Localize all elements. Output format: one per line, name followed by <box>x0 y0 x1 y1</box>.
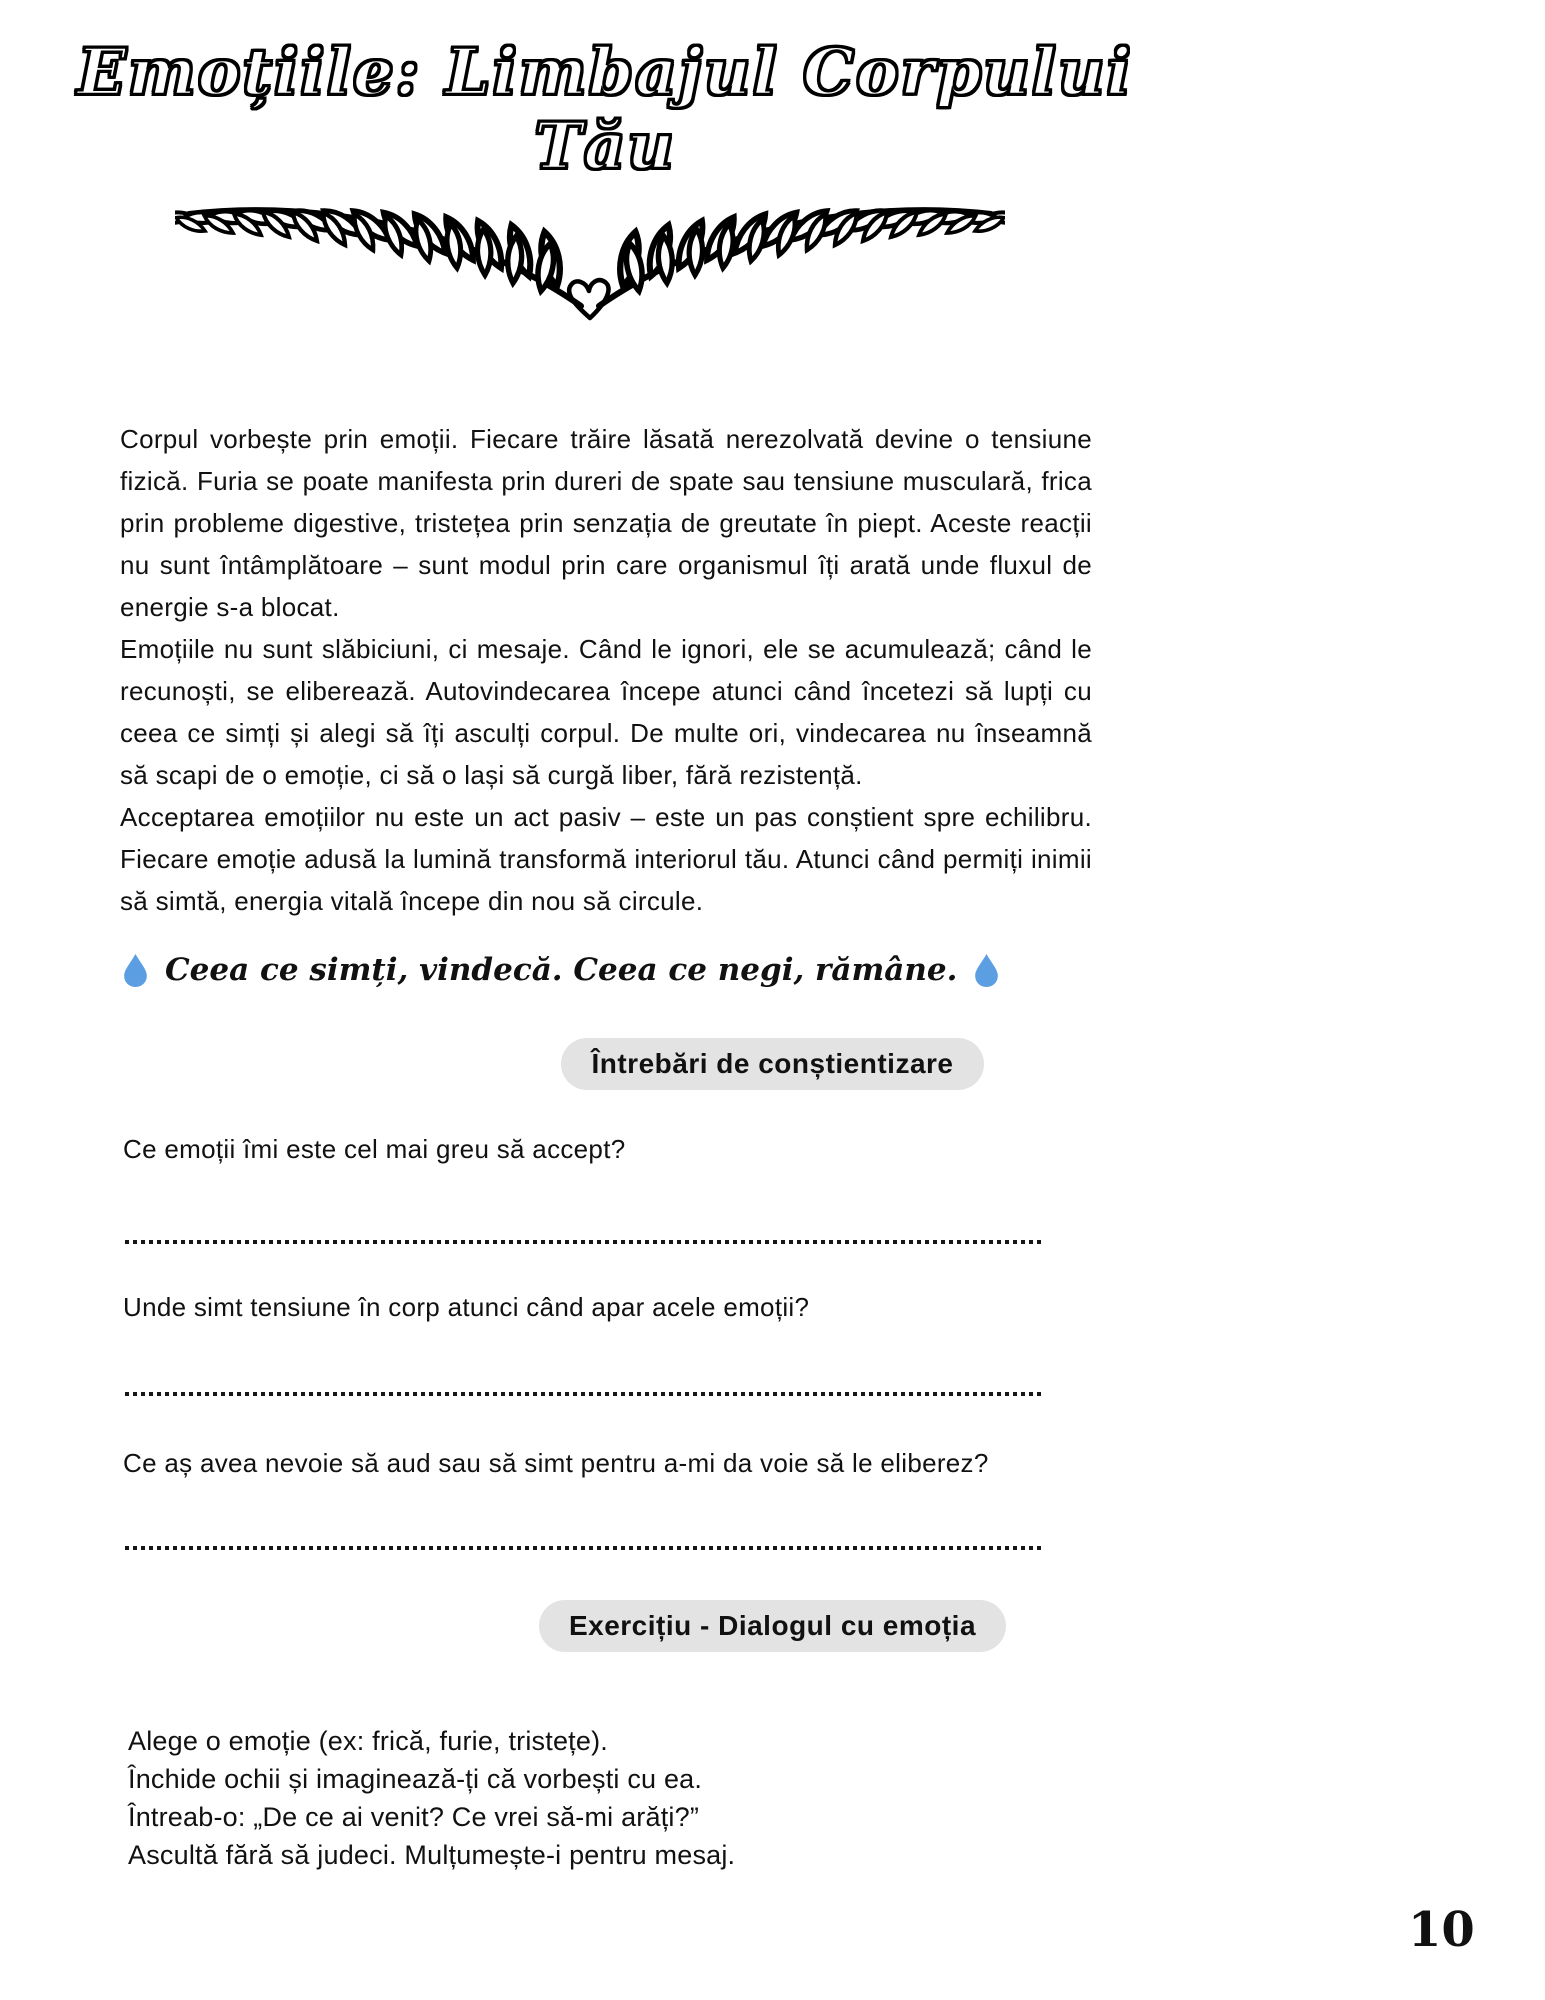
page-number: 10 <box>1408 1902 1475 1958</box>
body-paragraph-2: Emoțiile nu sunt slăbiciuni, ci mesaje. Când le ignori, ele se acumulează; când le recunoști, se eliberează. Autovindecarea începe atunci când încetezi să lupți cu ceea ce simți și alegi să îți asculți corpul. De multe ori, vindecarea nu înseamnă să scapi de o emoție, ci să o lași să curgă liber, fără rezistență. <box>120 634 1092 790</box>
laurel-branches-heart-image <box>175 168 1005 338</box>
body-paragraph-3: Acceptarea emoțiilor nu este un act pasiv – este un pas conștient spre echilibru. Fiecare emoție adusă la lumină transformă interiorul tău. Atunci când permiți inimii să simtă, energia vitală începe din nou să circule. <box>120 802 1092 916</box>
section-badge-exercise: Exercițiu - Dialogul cu emoția <box>539 1600 1006 1652</box>
awareness-question-1: Ce emoții îmi este cel mai greu să accept? <box>123 1134 626 1164</box>
exercise-step-4: Ascultă fără să judeci. Mulțumește-i pentru mesaj. <box>128 1840 736 1870</box>
awareness-section-header <box>0 1038 1545 1090</box>
exercise-step-3: Întreab-o: „De ce ai venit? Ce vrei să-mi arăți?” <box>128 1802 700 1832</box>
section-badge-awareness: Întrebări de conștientizare <box>561 1038 983 1090</box>
water-drop-icon <box>122 953 149 988</box>
answer-line-2 <box>125 1392 1045 1396</box>
laurel-decoration <box>175 168 1005 338</box>
page-title: Emoțiile: Limbajul Corpului Tău <box>77 35 1133 184</box>
answer-line-3 <box>125 1546 1045 1550</box>
answer-line-1 <box>125 1240 1045 1244</box>
exercise-step-1: Alege o emoție (ex: frică, furie, tristețe). <box>128 1726 608 1756</box>
exercise-steps-block <box>128 1722 735 1874</box>
water-drop-icon <box>973 953 1000 988</box>
affirmation-quote <box>122 952 1000 988</box>
quote-text: Ceea ce simți, vindecă. Ceea ce negi, rămâne. <box>165 952 958 988</box>
exercise-section-header <box>0 1600 1545 1652</box>
intro-text-block <box>120 418 1092 922</box>
body-paragraph-1: Corpul vorbește prin emoții. Fiecare trăire lăsată nerezolvată devine o tensiune fizică. Furia se poate manifesta prin dureri de spate sau tensiune musculară, frica prin probleme digestive, tristețea prin senzația de greutate în piept. Aceste reacții nu sunt întâmplătoare – sunt modul prin care organismul îți arată unde fluxul de energie s-a blocat. <box>120 424 1092 622</box>
exercise-step-2: Închide ochii și imaginează-ți că vorbești cu ea. <box>128 1764 703 1794</box>
awareness-question-3: Ce aș avea nevoie să aud sau să simt pentru a-mi da voie să le eliberez? <box>123 1448 989 1478</box>
awareness-question-2: Unde simt tensiune în corp atunci când apar acele emoții? <box>123 1292 810 1322</box>
